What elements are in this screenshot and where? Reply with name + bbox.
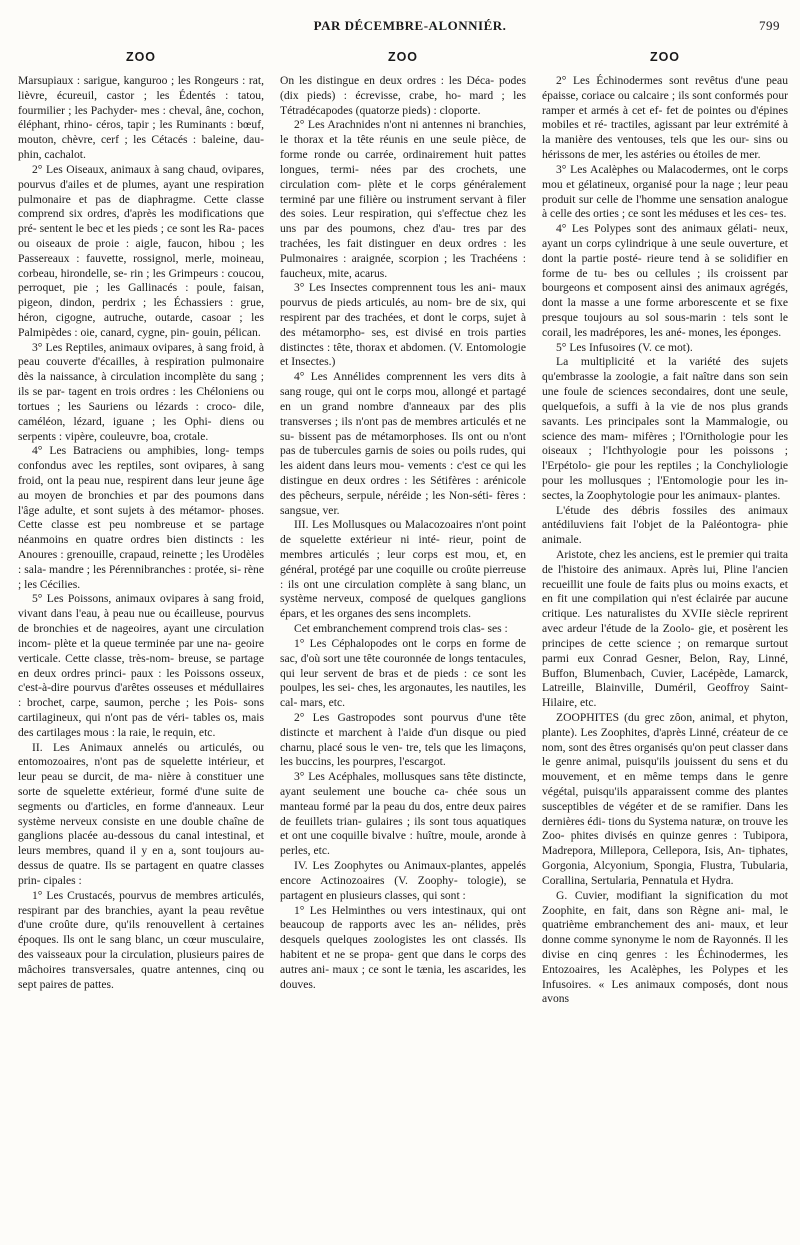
paragraph: 1° Les Crustacés, pourvus de membres articulés, respirant par des branchies, ayant la peau revêtue d'une croûte dure, qu'ils renouvellent à certaines époques. Ils ont le sang blanc, un cœur musculaire, des vaisseaux pour la circulation, plusieurs paires de mâchoires transversales, quatre antennes, cinq ou sept paires de pattes.	[18, 888, 264, 991]
paragraph: Cet embranchement comprend trois clas- ses :	[294, 622, 508, 636]
paragraph: 3° Les Insectes comprennent tous les ani- maux pourvus de pieds articulés, au nom- bre de six, qui respirent par des trachées, et dont le corps, sujet à des métamorpho- ses, est divisé en trois parties distinctes : tête, thorax et abdomen. (V. Entomologie et Insectes.)	[280, 281, 526, 369]
column-heading: ZOO	[125, 50, 157, 64]
column-heading: ZOO	[387, 50, 419, 64]
column-3	[542, 46, 788, 1236]
paragraph: 1° Les Céphalopodes ont le corps en forme de sac, d'où sort une tête couronnée de longs tentacules, qui leur servent de bras et de pieds : ce sont les poulpes, les sei- ches, les argonautes, les nautiles, les cal- mars, etc.	[280, 636, 526, 710]
paragraph: 3° Les Reptiles, animaux ovipares, à sang froid, à peau couverte d'écailles, à respiration pulmonaire dès la naissance, à circulation incomplète du sang ; ils se par- tagent en trois ordres : les Chéloniens ou tortues ; les Sauriens ou lézards : croco- dile, caméléon, lézard, iguane ; les Ophi- diens ou serpents : vipère, couleuvre, boa, crotale.	[18, 340, 264, 443]
paragraph: 4° Les Polypes sont des animaux gélati- neux, ayant un corps cylindrique à une seule ouverture, et dont la partie posté- rieure tend à se solidifier en forme de tu- bes ou cellules ; ils croissent par bourgeons et composent ainsi des animaux agrégés, dont la masse a une forme arborescente et se fixe presque toujours au sol sous-marin : tels sont le corail, les madrépores, les ané- mones, les éponges.	[542, 222, 788, 339]
column-1	[18, 46, 264, 1236]
paragraph: 4° Les Batraciens ou amphibies, long- temps confondus avec les reptiles, sont ovipares, à sang froid, ont la peau nue, respirent dans leur jeune âge au moyen de bronchies et par des poumons dans l'âge adulte, et sont sujets à des métamor- phoses. Cette classe est peu nombreuse et se partage néanmoins en quatre ordres bien distincts : les Anoures : grenouille, crapaud, reinette ; les Urodèles : sala- mandre ; les Pérennibranches : protée, si- rène ; les Cécilies.	[18, 444, 264, 591]
paragraph: L'étude des débris fossiles des animaux antédiluviens fait l'objet de la Paléontogra- phie animale.	[542, 503, 788, 547]
running-title: PAR DÉCEMBRE-ALONNIÉR.	[313, 18, 507, 33]
page-number: 799	[759, 18, 780, 33]
paragraph: Aristote, chez les anciens, est le premier qui traita de l'histoire des animaux. Après lui, Pline l'ancien recueillit une foule de faits plus ou moins exacts, et en fit une compilation qui n'est éclairée par aucune critique. Les naturalistes du XVIIe siècle reprirent avec ardeur l'étude de la Zoolo- gie, et posèrent les principes de cette science ; on remarque surtout parmi eux Conrad Gesner, Belon, Ray, Linné, Buffon, Blumenbach, Cuvier, Lacépède, Lamarck, Latreille, Blainville, Duméril, Geoffroy Saint-Hilaire, etc.	[542, 548, 788, 710]
paragraph: G. Cuvier, modifiant la signification du mot Zoophite, en fait, dans son Règne ani- mal, le quatrième embranchement des ani- maux, et leur donne comme synonyme le nom de Rayonnés. Il les divise en cinq genres : les Échinodermes, les Entozoaires, les Acalèphes, les Polypes et les Infusoires. « Les animaux composés, dont nous avons	[542, 888, 788, 1006]
paragraph: ZOOPHITES (du grec zôon, animal, et phyton, plante). Les Zoophites, d'après Linné, créateur de ce nom, sont des êtres organisés qu'on peut classer dans le genre animal, puisqu'ils jouissent du sens et du mouvement, et en même temps dans le genre végétal, puisqu'ils apparaissent comme des plantes susceptibles de végéter et de se ramifier. Dans les dernières édi- tions du Systema naturæ, on trouve les Zoo- phites divisés en quinze genres : Tubipora, Madrepora, Millepora, Cellepora, Isis, An- tiphates, Gorgonia, Alcyonium, Spongia, Flustra, Tubularia, Corallina, Sertularia, Pennatula et Hydra.	[542, 710, 788, 887]
paragraph: 3° Les Acalèphes ou Malacodermes, ont le corps mou et gélatineux, organisé pour la nage ; leur peau produit sur celle de l'homme une sensation analogue à celle des orties ; ce sont les méduses et les ces- tes.	[542, 162, 788, 221]
paragraph: 1° Les Helminthes ou vers intestinaux, qui ont beaucoup de rapports avec les an- nélides, près desquels quelques zoologistes les ont classés. Ils habitent et ne se propa- gent que dans le corps des autres ani- maux ; ce sont le tænia, les ascarides, les douves.	[280, 903, 526, 991]
text-columns	[18, 46, 788, 1236]
paragraph: III. Les Mollusques ou Malacozoaires n'ont point de squelette extérieur ni inté- rieur, point de membres articulés ; leur corps est mou, et, en général, protégé par une coquille ou croûte pierreuse : ils ont une circulation complète à sang blanc, un système nerveux, composé de quelques ganglions épars, et les organes des sens incomplets.	[280, 518, 526, 621]
paragraph: 2° Les Gastropodes sont pourvus d'une tête distincte et marchent à l'aide d'un disque ou pied charnu, placé sous le ven- tre, tels que les limaçons, les buccins, les pourpres, l'escargot.	[280, 710, 526, 769]
paragraph: La multiplicité et la variété des sujets qu'embrasse la zoologie, a fait naître dans son sein une foule de sciences secondaires, dont une seule, quelquefois, a suffi à la vie de nos plus grands savants. Les principales sont la Mammalogie, ou science des mam- mifères ; l'Ornithologie pour les oiseaux ; l'Ichthyologie pour les poissons ; l'Erpétolo- gie pour les reptiles ; la Conchyliologie pour les mollusques ; l'Entomologie pour les in- sectes, la Zoophytologie pour les animaux- plantes.	[542, 355, 788, 502]
column-heading: ZOO	[649, 50, 681, 64]
paragraph: 5° Les Infusoires (V. ce mot).	[556, 340, 693, 354]
paragraph: 3° Les Acéphales, mollusques sans tête distincte, ayant seulement une bouche ca- chée sous un manteau formé par la peau du dos, entre deux paires de feuillets trian- gulaires ; ils sont tous aquatiques et ont une coquille bivalve : huître, moule, aronde à perles, etc.	[280, 770, 526, 858]
paragraph: 2° Les Échinodermes sont revêtus d'une peau épaisse, coriace ou calcaire ; ils sont conformés pour ramper et armés à cet ef- fet de pointes ou d'épines mobiles et ré- tractiles, agissant par leur extrémité à la manière des ventouses, tels que les our- sins ou hérissons de mer, les astéries ou étoiles de mer.	[542, 74, 788, 162]
paragraph: II. Les Animaux annelés ou articulés, ou entomozoaires, n'ont pas de squelette intérieur, et leur peau se durcit, de ma- nière à constituer une sorte de squelette extérieur, formé d'une suite de segments ou d'articles, en forme d'anneaux. Leur système nerveux consiste en une double chaîne de ganglions placée au-dessous du canal intestinal, et leurs membres, quand il y en a, sont toujours au-dessus de quatre. Ils se partagent en quatre classes prin- cipales :	[18, 740, 264, 887]
paragraph: Marsupiaux : sarigue, kanguroo ; les Rongeurs : rat, lièvre, écureuil, castor ; les Édentés : tatou, fourmilier ; les Pachyder- mes : cheval, âne, cochon, éléphant, rhino- céros, tapir ; les Ruminants : bœuf, mouton, chèvre, cerf ; les Cétacés : baleine, dau- phin, cachalot.	[18, 74, 264, 162]
paragraph: IV. Les Zoophytes ou Animaux-plantes, appelés encore Actinozoaires (V. Zoophy- tologie), se partagent en plusieurs classes, qui sont :	[280, 859, 526, 902]
paragraph: 4° Les Annélides comprennent les vers dits à sang rouge, qui ont le corps mou, allongé et partagé en un grand nombre d'anneaux par des plis transverses ; ils n'ont pas de membres articulés et ne su- bissent pas de métamorphoses. Ils ont ou n'ont pas de tubercules garnis de soies ou poils rudes, qui les aident dans leurs mou- vements : c'est ce qui les distingue en deux ordres : les Sétifères : arénicole des pêcheurs, serpule, néréide ; les Non-séti- fères : sangsue, ver.	[280, 370, 526, 517]
paragraph: 2° Les Arachnides n'ont ni antennes ni branchies, le thorax et la tête réunis en une seule pièce, de forme ronde ou carrée, ordinairement huit pattes longues, termi- nées par des crochets, une circulation com- plète et le corps généralement terminé par une filière ou instrument servant à filer des soies. Leur respiration, qui s'effectue chez les uns par des poumons, chez d'au- tres par des trachées, les fait distinguer en deux ordres : les Pulmonaires : araignée, scorpion ; les Trachéens : faucheux, mite, acarus.	[280, 118, 526, 280]
paragraph: 5° Les Poissons, animaux ovipares à sang froid, vivant dans l'eau, à peau nue ou écailleuse, pourvus de bronchies et de nageoires, ayant une circulation incom- plète et la queue terminée par une na- geoire verticale. Cette classe, très-nom- breuse, se partage en deux ordres princi- paux : les Poissons osseux, c'est-à-dire pourvus d'arêtes osseuses et médullaires : brochet, carpe, saumon, perche ; les Pois- sons cartilagineux, qui n'ont pas de véri- tables os, mais des cartilages mous : la raie, le requin, etc.	[18, 592, 264, 739]
paragraph: 2° Les Oiseaux, animaux à sang chaud, ovipares, pourvus d'ailes et de plumes, ayant une respiration pulmonaire et pas de diaphragme. Cette classe comprend six ordres, d'après les modifications que pré- sentent le bec et les pieds ; ce sont les Ra- paces ou oiseaux de proie : aigle, faucon, hibou ; les Passereaux : fauvette, rossignol, merle, moineau, corbeau, hirondelle, se- rin ; les Grimpeurs : coucou, perroquet, pie ; les Gallinacés : poule, faisan, pigeon, dindon, perdrix ; les Échassiers : grue, héron, cigogne, autruche, outarde, casoar ; les Palmipèdes : oie, canard, cygne, pin- gouin, pélican.	[18, 162, 264, 339]
column-2	[280, 46, 526, 1236]
paragraph: On les distingue en deux ordres : les Déca- podes (dix pieds) : écrevisse, crabe, ho- mard ; les Tétradécapodes (quatorze pieds) : cloporte.	[280, 74, 526, 117]
page-header	[40, 18, 780, 38]
